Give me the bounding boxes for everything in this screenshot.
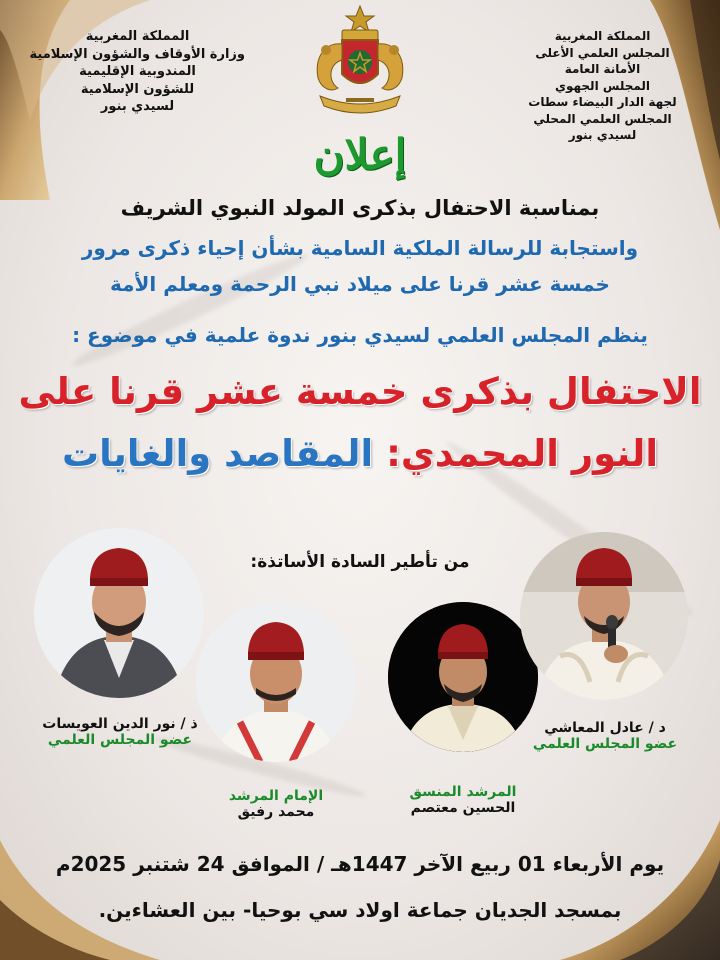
gold-corner-bottom-left bbox=[0, 800, 160, 960]
speaker-caption bbox=[20, 716, 220, 748]
header-line: المجلس الجهوي bbox=[554, 78, 651, 93]
speaker-name: ذ / نور الدين العويسات bbox=[42, 716, 198, 732]
event-date: يوم الأربعاء 01 ربيع الآخر 1447هـ / الموافق 24 شتنبر 2025م bbox=[55, 852, 665, 876]
moroccan-coat-of-arms-icon bbox=[298, 4, 422, 116]
header-ministry bbox=[30, 28, 245, 116]
header-line: المندوبية الإقليمية bbox=[79, 64, 196, 79]
speaker-role: عضو المجلس العلمي bbox=[47, 732, 193, 748]
header-line: المملكة المغربية bbox=[554, 29, 651, 43]
speaker-portrait bbox=[196, 602, 356, 762]
speakers-heading: من تأطير السادة الأساتذة: bbox=[250, 552, 470, 572]
marble-texture bbox=[68, 246, 312, 374]
speaker-portrait bbox=[34, 528, 204, 698]
event-title-red-part: النور المحمدي: bbox=[386, 432, 659, 475]
event-title-line-1: الاحتفال بذكرى خمسة عشر قرنا على bbox=[18, 370, 702, 413]
organizer-line: ينظم المجلس العلمي لسيدي بنور ندوة علمية في موضوع : bbox=[72, 323, 648, 347]
speaker-title: المرشد المنسق bbox=[409, 784, 517, 800]
header-line: لسيدي بنور bbox=[100, 99, 175, 114]
header-line: للشؤون الإسلامية bbox=[80, 81, 195, 97]
speaker-title: الإمام المرشد bbox=[228, 788, 324, 804]
header-line: المجلس العلمي المحلي bbox=[533, 111, 672, 126]
header-line: المملكة المغربية bbox=[85, 29, 190, 44]
speaker-name: محمد رفيق bbox=[237, 804, 315, 820]
speaker-role: عضو المجلس العلمي bbox=[532, 736, 678, 752]
event-title-blue-part: المقاصد والغايات bbox=[61, 432, 387, 475]
header-line: وزارة الأوقاف والشؤون الإسلامية bbox=[29, 46, 245, 62]
response-line-1: واستجابة للرسالة الملكية السامية بشأن إحياء ذكرى مرور bbox=[81, 236, 639, 260]
header-line: الأمانة العامة bbox=[564, 62, 641, 76]
header-line: المجلس العلمي الأعلى bbox=[535, 45, 670, 60]
announcement-title: إعلان bbox=[313, 130, 407, 179]
response-line-2: خمسة عشر قرنا على ميلاد نبي الرحمة ومعلم الأمة bbox=[110, 272, 610, 296]
speaker-caption bbox=[510, 720, 700, 752]
header-council bbox=[495, 28, 710, 144]
event-venue: بمسجد الجديان جماعة اولاد سي بوحيا- بين العشاءين. bbox=[98, 898, 622, 922]
speaker-caption bbox=[196, 788, 356, 820]
occasion-line: بمناسبة الاحتفال بذكرى المولد النبوي الشريف bbox=[120, 196, 600, 220]
header-line: لسيدي بنور bbox=[568, 128, 637, 142]
header-line: لجهة الدار البيضاء سطات bbox=[528, 95, 677, 109]
speaker-name: الحسين معتصم bbox=[410, 800, 516, 816]
speaker-caption bbox=[386, 784, 540, 816]
speaker-name: د / عادل المعاشي bbox=[544, 720, 666, 736]
speaker-portrait bbox=[520, 532, 688, 700]
event-title-line-2 bbox=[10, 432, 710, 475]
gold-corner-bottom-right bbox=[560, 820, 720, 960]
